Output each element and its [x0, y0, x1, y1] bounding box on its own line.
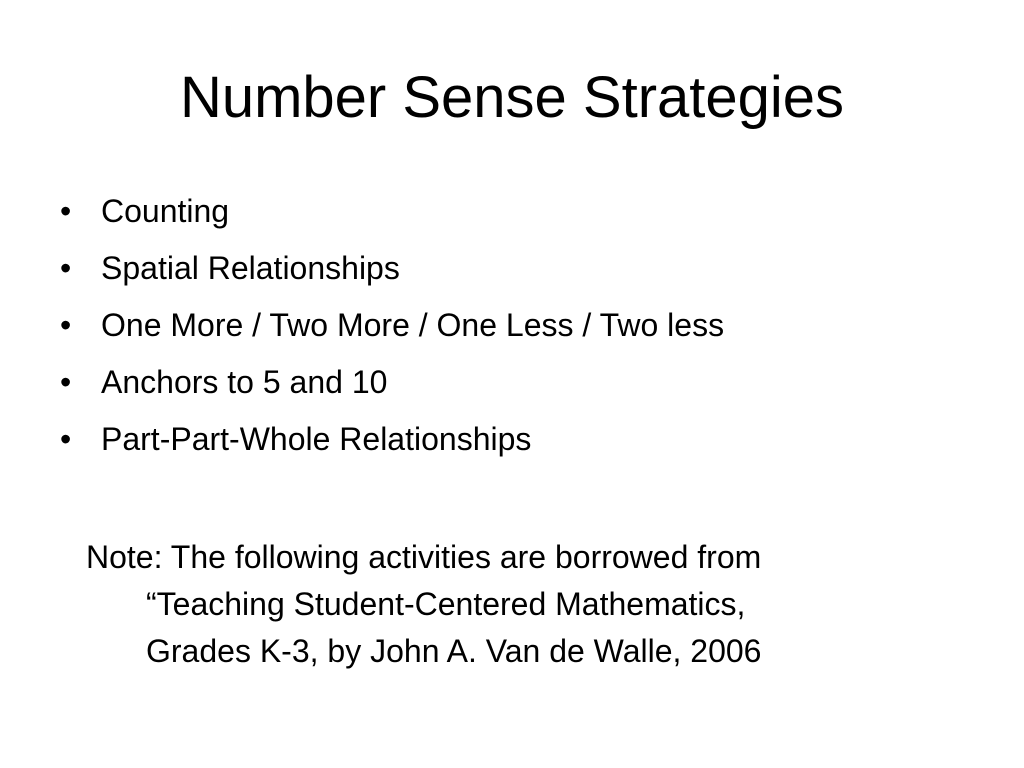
list-item: [60, 300, 980, 357]
list-item: [60, 186, 980, 243]
slide-title: Number Sense Strategies: [179, 65, 845, 130]
bullet-text: Spatial Relationships: [101, 250, 400, 286]
bullet-icon: •: [60, 250, 72, 286]
note-line: Grades K-3, by John A. Van de Walle, 2006: [146, 633, 762, 669]
bullet-icon: •: [60, 307, 72, 343]
list-item: [60, 357, 980, 414]
bullet-icon: •: [60, 364, 72, 400]
bullet-text: Part-Part-Whole Relationships: [101, 421, 532, 457]
list-item: [60, 414, 980, 471]
bullet-list: [60, 186, 980, 471]
note-line: “Teaching Student-Centered Mathematics,: [146, 586, 746, 622]
note-paragraph: [86, 534, 966, 675]
bullet-icon: •: [60, 421, 72, 457]
list-item: [60, 243, 980, 300]
bullet-text: Anchors to 5 and 10: [101, 364, 388, 400]
note-line: Note: The following activities are borrowed from: [86, 539, 762, 575]
bullet-text: One More / Two More / One Less / Two less: [101, 307, 725, 343]
bullet-icon: •: [60, 193, 72, 229]
bullet-text: Counting: [101, 193, 230, 229]
